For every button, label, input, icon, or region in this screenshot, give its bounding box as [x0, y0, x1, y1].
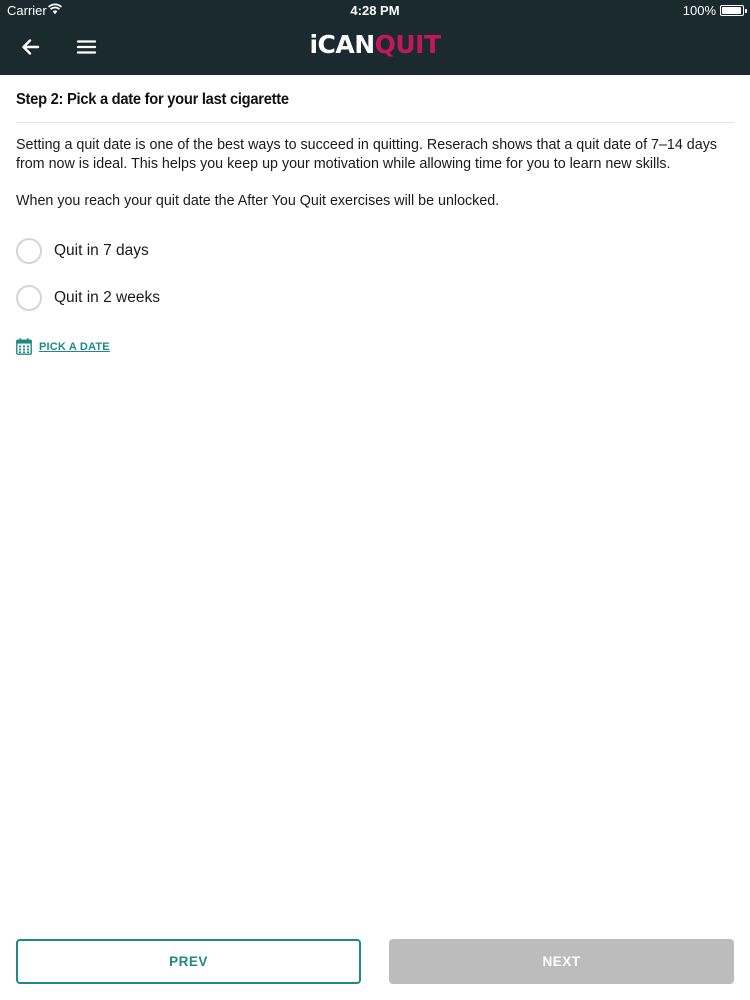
option-quit-7-days[interactable]	[16, 237, 149, 265]
option-label: Quit in 2 weeks	[54, 289, 160, 306]
next-button[interactable]: NEXT	[389, 939, 734, 984]
status-time: 4:28 PM	[350, 3, 400, 18]
app-logo	[0, 30, 750, 59]
carrier-label: Carrier	[7, 3, 47, 18]
intro-paragraph: Setting a quit date is one of the best ways to succeed in quitting. Reserach shows that a quit date of 7–14 days from now is ideal. This helps you keep up your motivation while allowing time for you to learn new skills.	[16, 137, 717, 172]
battery-icon	[720, 5, 744, 16]
step-title: Step 2: Pick a date for your last cigarette	[16, 91, 289, 108]
prev-button[interactable]: PREV	[16, 939, 361, 984]
status-bar	[0, 0, 750, 22]
divider	[16, 122, 734, 123]
radio-button[interactable]	[16, 238, 42, 264]
logo-text-quit: QUIT	[374, 30, 441, 59]
unlock-paragraph: When you reach your quit date the After You Quit exercises will be unlocked.	[16, 193, 500, 209]
logo-text-ican: iCAN	[309, 30, 375, 59]
battery-percent: 100%	[682, 3, 716, 18]
option-quit-2-weeks[interactable]	[16, 284, 160, 312]
option-label: Quit in 7 days	[54, 242, 149, 259]
pick-a-date-label: PICK A DATE	[39, 340, 110, 353]
radio-button[interactable]	[16, 285, 42, 311]
pick-a-date-link[interactable]	[16, 338, 110, 355]
app-header	[0, 0, 750, 75]
calendar-icon	[16, 338, 32, 355]
